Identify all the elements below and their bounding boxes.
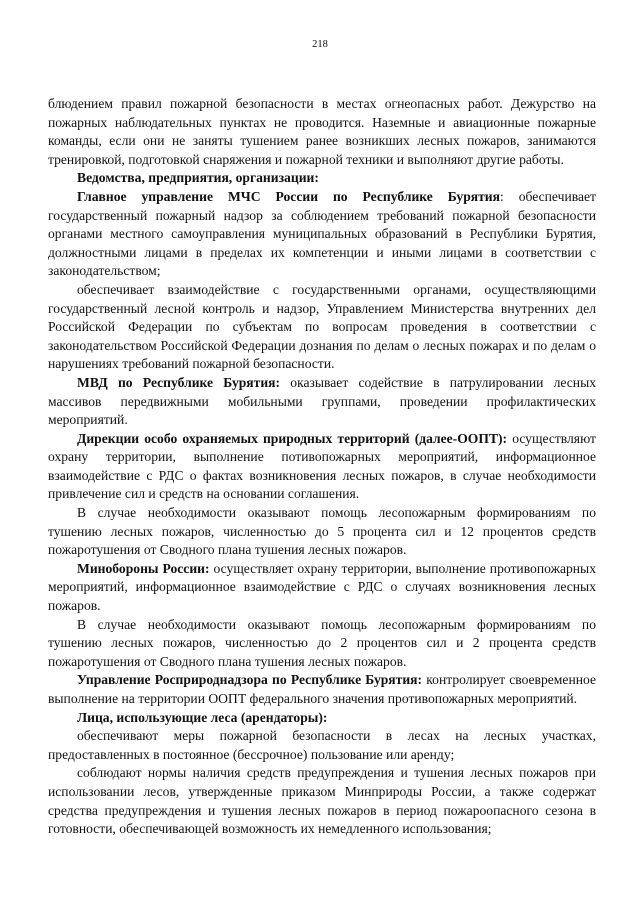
paragraph-lead: Управление Росприроднадзора по Республике Бурятия:	[77, 672, 423, 688]
paragraph-text: В случае необходимости оказывают помощь лесопожарным формированиям по тушению лесных пожаров, численностью до 5 процента сил и 12 процентов средств пожаротушения от Сводного плана тушения лесных пожаров.	[48, 505, 596, 558]
paragraph-oopt	[48, 430, 596, 504]
paragraph-intro	[48, 95, 596, 169]
paragraph-text: В случае необходимости оказывают помощь лесопожарным формированиям по тушению лесных пожаров, численностью до 2 процентов сил и 2 процента средств пожаротушения от Сводного плана тушения лесных пожаров.	[48, 616, 596, 669]
paragraph-defense-assistance	[48, 616, 596, 672]
page-number: 218	[312, 39, 328, 50]
paragraph-text: контролирует своевременное выполнение на территории ООПТ федерального значения противопожарных мероприятий.	[48, 672, 596, 706]
paragraph-text: осуществляет охрану территории, выполнение противопожарных мероприятий, информационное взаимодействие с РДС о случаях возникновения лесных пожаров.	[48, 560, 596, 614]
paragraph-lead: Главное управление МЧС России по Республике Бурятия	[77, 188, 500, 204]
paragraph-defense	[48, 560, 596, 616]
paragraph-text: оказывает содействие в патрулировании лесных массивов передвижными мобильными группами, проведении профилактических мероприятий.	[48, 374, 597, 428]
paragraph-text: блюдением правил пожарной безопасности в местах огнеопасных работ. Дежурство на пожарных наблюдательных пунктах не проводится. Наземные и авиационные пожарные команды, если они не заняты тушением ранее возникших лесных пожаров, занимаются тренировкой, подготовкой снаряжения и пожарной техники и выполняют другие работы.	[48, 96, 596, 167]
section-heading-agencies	[48, 169, 596, 188]
paragraph-oopt-assistance	[48, 504, 596, 560]
paragraph-mvd	[48, 374, 596, 430]
paragraph-text: соблюдают нормы наличия средств предупреждения и тушения лесных пожаров при использовании лесов, утвержденные приказом Минприроды России, а также содержат средства предупреждения и тушения лесных пожаров в период пожароопасного сезона в готовности, обеспечивающей возможность их немедленного использования;	[48, 765, 596, 837]
paragraph-forest-users-norms	[48, 764, 596, 838]
paragraph-text: обеспечивают меры пожарной безопасности в лесах на лесных участках, предоставленных в постоянное (бессрочное) пользование или аренду;	[48, 728, 596, 762]
paragraph-mchs	[48, 188, 596, 281]
heading-text: Ведомства, предприятия, организации:	[77, 170, 319, 186]
paragraph-text: : обеспечивает государственный пожарный надзор за соблюдением требований пожарной безопасности органами местного самоуправления муниципальных образований в Республики Бурятия, должностными лицами в пределах их компетенции и иными лицами в соответствии с законодательством;	[48, 188, 596, 279]
section-heading-forest-users	[48, 709, 596, 728]
paragraph-lead: Дирекции особо охраняемых природных территорий (далее-ООПТ):	[77, 430, 508, 446]
paragraph-rosprirodnadzor	[48, 671, 596, 708]
paragraph-text: обеспечивает взаимодействие с государственными органами, осуществляющими государственный лесной контроль и надзор, Управлением Министерства внутренних дел Российской Федерации по субъектам по вопросам проведения в соответствии с законодательством Российской Федерации дознания по делам о лесных пожарах и по делам о нарушениях требований пожарной безопасности.	[48, 281, 596, 372]
heading-text: Лица, использующие леса (арендаторы):	[77, 709, 328, 725]
paragraph-forest-users-safety	[48, 727, 596, 764]
body-text	[48, 95, 596, 839]
paragraph-lead: Минобороны России:	[77, 560, 210, 576]
paragraph-mchs-interaction	[48, 281, 596, 374]
paragraph-text: осуществляют охрану территории, выполнение потивопожарных мероприятий, информационное взаимодействие с РДС о фактах возникновения лесных пожаров, в случае необходимости привлечение сил и средств на основании соглашения.	[48, 430, 596, 502]
paragraph-lead: МВД по Республике Бурятия:	[77, 374, 281, 390]
